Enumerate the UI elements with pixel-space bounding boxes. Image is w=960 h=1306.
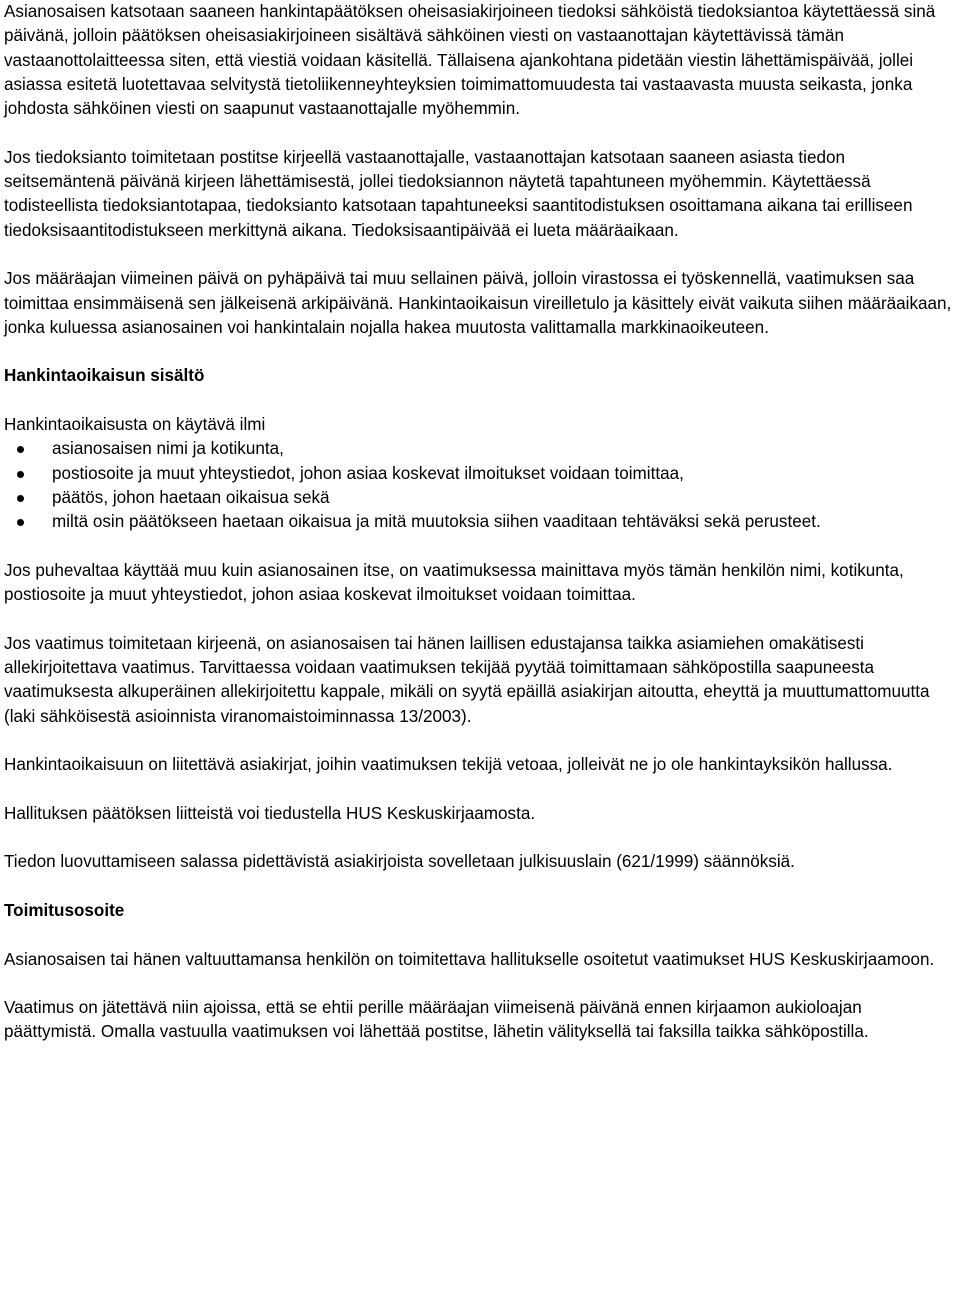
paragraph-deadline: Jos määräajan viimeinen päivä on pyhäpäivä tai muu sellainen päivä, jolloin virastossa ei työskennellä, vaatimuksen saa toimittaa ensimmäisenä sen jälkeisenä arkipäivänä. Hankintaoikaisun vireilletulo ja käsittely eivät vaikuta siihen määräaikaan, jonka kuluessa asianosainen voi hankintalain nojalla hakea muutosta valittamalla markkinaoikeuteen. [4,269,952,337]
list-item-text: päätös, johon haetaan oikaisua sekä [52,487,330,507]
heading-delivery-address: Toimitusosoite [4,900,125,920]
bullet-icon [17,446,24,453]
paragraph-delivery: Asianosaisen tai hänen valtuuttamansa henkilön on toimitettava hallitukselle osoitetut vaatimukset HUS Keskuskirjaamoon. [4,949,935,969]
bullet-icon [17,495,24,502]
list-item [4,486,956,510]
list-item-text: miltä osin päätökseen haetaan oikaisua ja mitä muutoksia siihen vaaditaan tehtäväksi sekä perusteet. [52,512,821,532]
list-item [4,510,956,534]
paragraph-inquiries: Hallituksen päätöksen liitteistä voi tiedustella HUS Keskuskirjaamosta. [4,803,536,823]
paragraph-electronic-notice: Asianosaisen katsotaan saaneen hankintapäätöksen oheisasiakirjoineen tiedoksi sähköistä tiedoksiantoa käytettäessä sinä päivänä, jolloin päätöksen oheisasiakirjoineen sisältävä sähköinen viesti on vastaanottajan käytettävissä tämän vastaanottolaitteessa siten, että viestiä voidaan käsitellä. Tällaisena ajankohtana pidetään viestin lähettämispäivää, jollei asiassa esitetä luotettavaa selvitystä tietoliikenneyhteyksien toimimattomuudesta tai vastaavasta muusta seikasta, jonka johdosta sähköinen viesti on saapunut vastaanottajalle myöhemmin. [4,2,936,119]
requirements-list [4,437,956,534]
list-item-text: asianosaisen nimi ja kotikunta, [52,439,284,459]
list-intro: Hankintaoikaisusta on käytävä ilmi [4,415,266,435]
list-item [4,462,956,486]
paragraph-signature: Jos vaatimus toimitetaan kirjeenä, on asianosaisen tai hänen laillisen edustajansa taikka asiamiehen omakätisesti allekirjoitettava vaatimus. Tarvittaessa voidaan vaatimuksen tekijää pyytää toimittamaan sähköpostilla saapuneesta vaatimuksesta alkuperäinen allekirjoitettu kappale, mikäli on syytä epäillä asiakirjan aitoutta, eheyttä ja muuttumattomuutta (laki sähköisestä asioinnista viranomaistoiminnassa 13/2003). [4,633,930,726]
list-item [4,437,956,461]
paragraph-representative: Jos puhevaltaa käyttää muu kuin asianosainen itse, on vaatimuksessa mainittava myös tämän henkilön nimi, kotikunta, postiosoite ja muut yhteystiedot, johon asiaa koskevat ilmoitukset voidaan toimittaa. [4,560,904,605]
list-item-text: postiosoite ja muut yhteystiedot, johon asiaa koskevat ilmoitukset voidaan toimittaa, [52,463,684,483]
paragraph-attachments: Hankintaoikaisuun on liitettävä asiakirjat, joihin vaatimuksen tekijä vetoaa, jolleivät ne jo ole hankintayksikön hallussa. [4,755,893,775]
paragraph-confidentiality: Tiedon luovuttamiseen salassa pidettävistä asiakirjoista sovelletaan julkisuuslain (621/1999) säännöksiä. [4,852,795,872]
paragraph-postal-notice: Jos tiedoksianto toimitetaan postitse kirjeellä vastaanottajalle, vastaanottajan katsotaan saaneen asiasta tiedon seitsemäntenä päivänä kirjeen lähettämisestä, jollei tiedoksiannon näytetä tapahtuneen myöhemmin. Käytettäessä todisteellista tiedoksiantotapaa, tiedoksianto katsotaan tapahtuneeksi saantitodistuksen osoittamana aikana tai erilliseen tiedoksisaantitodistukseen merkittynä aikana. Tiedoksisaantipäivää ei lueta määräaikaan. [4,147,913,240]
heading-content: Hankintaoikaisun sisältö [4,366,205,386]
paragraph-submission-deadline: Vaatimus on jätettävä niin ajoissa, että se ehtii perille määräajan viimeisenä päivänä ennen kirjaamon aukioloajan päättymistä. Omalla vastuulla vaatimuksen voi lähettää postitse, lähetin välityksellä tai faksilla taikka sähköpostilla. [4,998,869,1042]
bullet-icon [17,519,24,526]
bullet-icon [17,471,24,478]
